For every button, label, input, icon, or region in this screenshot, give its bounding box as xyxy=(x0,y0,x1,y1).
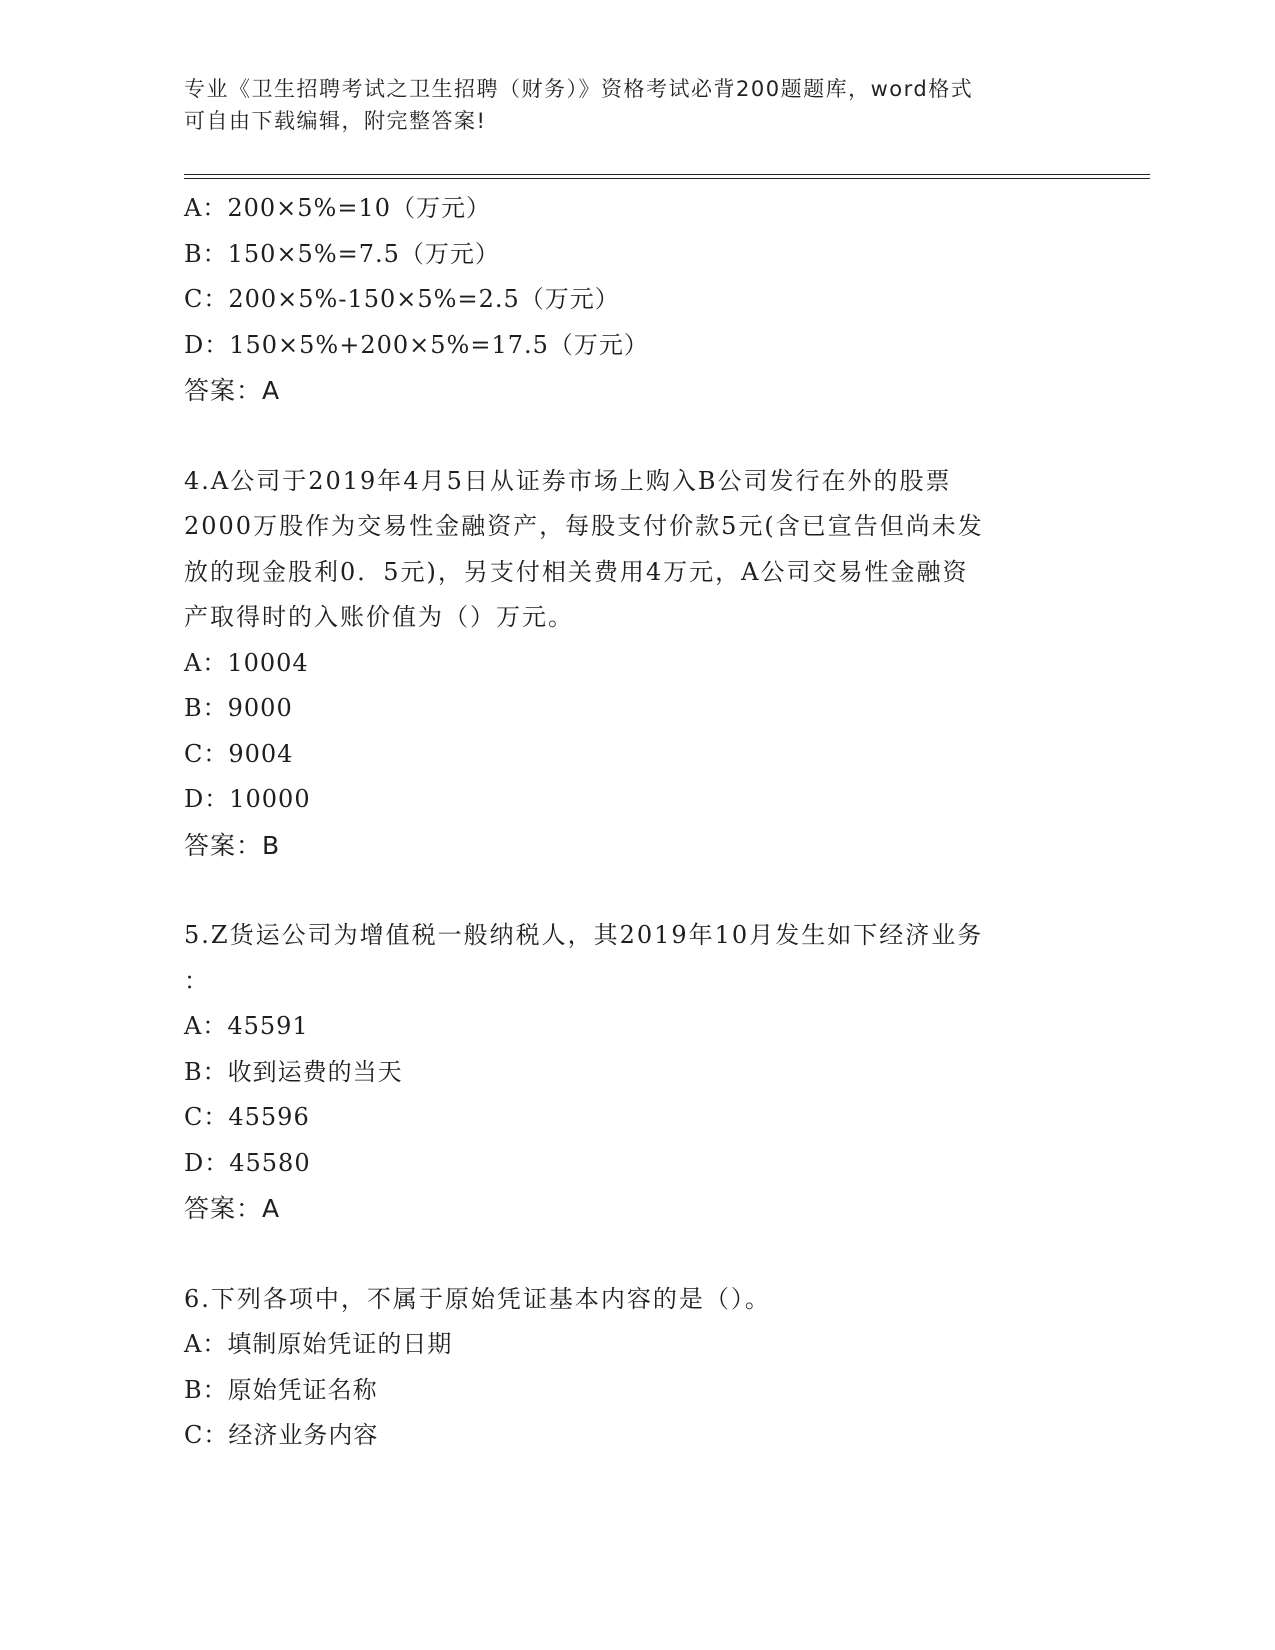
answer-line: 答案：B xyxy=(184,830,281,860)
question-stem-line: 5.Z货运公司为增值税一般纳税人，其2019年10月发生如下经济业务 xyxy=(184,921,984,949)
spacer xyxy=(184,1232,1104,1277)
spacer xyxy=(184,414,1104,459)
option-c: C：经济业务内容 xyxy=(184,1421,379,1449)
question-stem-line: 放的现金股利0．5元)，另支付相关费用4万元，A公司交易性金融资 xyxy=(184,557,969,586)
answer-line: 答案：A xyxy=(184,376,281,405)
option-d: D：45580 xyxy=(184,1148,311,1177)
header-divider-top xyxy=(184,174,1150,175)
question-4-block xyxy=(184,459,1104,869)
header-divider-bottom xyxy=(184,178,1150,179)
option-c: C：200×5%-150×5%=2.5（万元） xyxy=(184,285,620,313)
option-b: B：9000 xyxy=(184,694,293,722)
question-5-block xyxy=(184,913,1104,1232)
option-b: B：原始凭证名称 xyxy=(184,1375,378,1404)
header-title-line-2: 可自由下载编辑，附完整答案! xyxy=(184,109,487,133)
spacer xyxy=(184,868,1104,913)
header-title-line-1: 专业《卫生招聘考试之卫生招聘（财务）》资格考试必背200题题库，word格式 xyxy=(184,77,974,101)
question-stem-line: 4.A公司于2019年4月5日从证券市场上购入B公司发行在外的股票 xyxy=(184,466,952,495)
option-a: A：45591 xyxy=(184,1012,309,1040)
question-stem-line: 6.下列各项中，不属于原始凭证基本内容的是（）。 xyxy=(184,1284,771,1313)
question-stem-line: 2000万股作为交易性金融资产，每股支付价款5元(含已宣告但尚未发 xyxy=(184,512,984,540)
question-stem-line: ： xyxy=(184,966,210,995)
option-c: C：9004 xyxy=(184,739,294,768)
question-3-block xyxy=(184,186,1104,414)
option-a: A：10004 xyxy=(184,648,309,677)
question-stem-line: 产取得时的入账价值为（）万元。 xyxy=(184,603,574,631)
option-d: D：10000 xyxy=(184,785,311,813)
option-c: C：45596 xyxy=(184,1103,310,1131)
document-header xyxy=(184,73,1064,137)
option-b: B：收到运费的当天 xyxy=(184,1057,403,1086)
option-a: A：填制原始凭证的日期 xyxy=(184,1330,453,1358)
option-a: A：200×5%=10（万元） xyxy=(184,194,491,222)
option-d: D：150×5%+200×5%=17.5（万元） xyxy=(184,330,649,359)
answer-line: 答案：A xyxy=(184,1194,281,1223)
question-6-block xyxy=(184,1277,1104,1459)
question-list xyxy=(184,186,1104,1459)
option-b: B：150×5%=7.5（万元） xyxy=(184,239,500,268)
